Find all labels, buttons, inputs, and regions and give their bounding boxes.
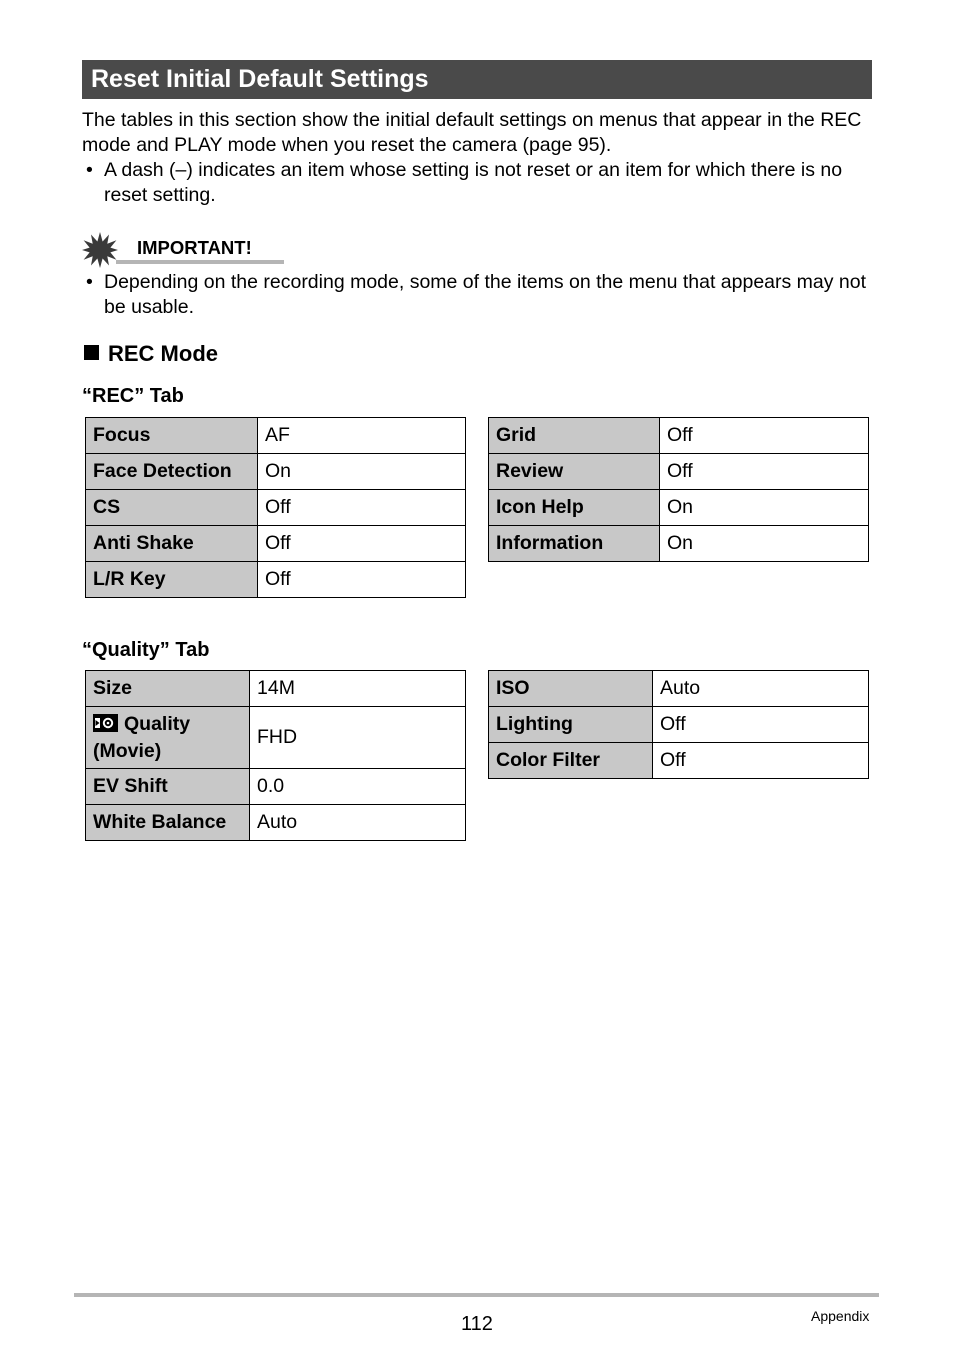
setting-value: Off: [653, 707, 869, 743]
setting-name: ISO: [489, 671, 653, 707]
setting-value: On: [660, 490, 869, 526]
table-row: [86, 671, 466, 707]
important-note-text: Depending on the recording mode, some of the items on the menu that appears may not be usable.: [104, 271, 867, 318]
setting-value: Off: [660, 454, 869, 490]
table-row: [489, 454, 869, 490]
setting-name: Face Detection: [86, 454, 258, 490]
setting-name: Icon Help: [489, 490, 660, 526]
table-row: [86, 769, 466, 805]
important-note: [82, 270, 872, 320]
setting-value: Off: [258, 490, 466, 526]
bullet-dot: •: [86, 159, 93, 181]
table-row: [489, 743, 869, 779]
page-title: Reset Initial Default Settings: [82, 60, 872, 99]
dash-note: [82, 158, 872, 208]
table-row: [489, 671, 869, 707]
setting-name: White Balance: [86, 805, 250, 841]
setting-value: Off: [653, 743, 869, 779]
square-bullet-icon: [84, 345, 99, 360]
setting-name: Size: [86, 671, 250, 707]
bullet-dot: •: [86, 271, 93, 293]
setting-name: Review: [489, 454, 660, 490]
rec-tab-heading: “REC” Tab: [82, 385, 184, 407]
page-number: 112: [461, 1313, 493, 1335]
quality-tab-table-right: [488, 670, 869, 779]
table-row: [489, 526, 869, 562]
dash-note-text: A dash (–) indicates an item whose setting is not reset or an item for which there is no reset setting.: [104, 159, 843, 206]
table-row: [86, 707, 466, 769]
setting-name: CS: [86, 490, 258, 526]
setting-value: FHD: [250, 707, 466, 769]
setting-name-line2: (Movie): [93, 739, 162, 762]
rec-tab-table-left: [85, 417, 466, 598]
setting-value: On: [660, 526, 869, 562]
setting-name-line1: Quality: [124, 712, 191, 735]
setting-name: Information: [489, 526, 660, 562]
footer-rule: [74, 1293, 879, 1297]
setting-name: [86, 707, 250, 769]
intro-paragraph: The tables in this section show the initial default settings on menus that appear in the REC mode and PLAY mode when you reset the camera (page 95).: [82, 109, 862, 156]
quality-tab-heading: “Quality” Tab: [82, 639, 210, 661]
quality-tab-table-left: [85, 670, 466, 841]
setting-value: 14M: [250, 671, 466, 707]
setting-value: AF: [258, 418, 466, 454]
table-row: [86, 562, 466, 598]
setting-value: On: [258, 454, 466, 490]
setting-name: EV Shift: [86, 769, 250, 805]
setting-value: Auto: [250, 805, 466, 841]
setting-value: Off: [660, 418, 869, 454]
setting-value: 0.0: [250, 769, 466, 805]
setting-name: Focus: [86, 418, 258, 454]
table-row: [86, 490, 466, 526]
rec-tab-table-right: [488, 417, 869, 562]
important-label: IMPORTANT!: [137, 237, 252, 258]
setting-name: Grid: [489, 418, 660, 454]
table-row: [489, 707, 869, 743]
table-row: [86, 526, 466, 562]
table-row: [86, 418, 466, 454]
setting-name: Color Filter: [489, 743, 653, 779]
table-row: [489, 490, 869, 526]
setting-name: L/R Key: [86, 562, 258, 598]
movie-camera-icon: [93, 714, 118, 739]
table-row: [86, 805, 466, 841]
important-callout: [82, 232, 292, 266]
section-heading-text: REC Mode: [108, 341, 218, 366]
table-row: [489, 418, 869, 454]
setting-value: Off: [258, 526, 466, 562]
setting-name: Anti Shake: [86, 526, 258, 562]
section-heading: [84, 341, 218, 367]
footer-section-label: Appendix: [811, 1308, 870, 1324]
setting-value: Auto: [653, 671, 869, 707]
table-row: [86, 454, 466, 490]
burst-star-icon: [82, 232, 118, 273]
important-underline: [116, 260, 284, 264]
setting-value: Off: [258, 562, 466, 598]
setting-name: Lighting: [489, 707, 653, 743]
